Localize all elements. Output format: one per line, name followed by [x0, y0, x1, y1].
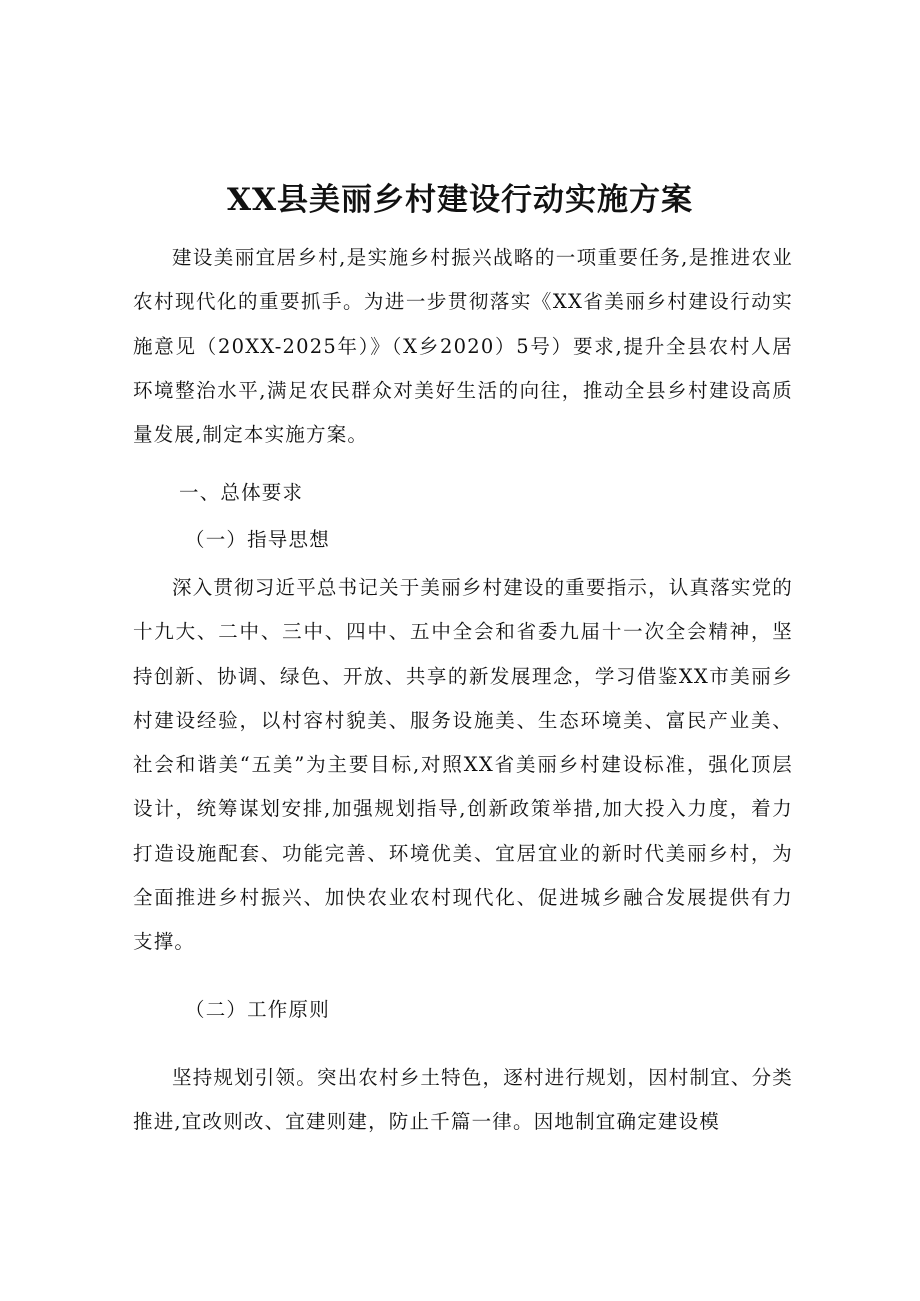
- intro-paragraph: 建设美丽宜居乡村,是实施乡村振兴战略的一项重要任务,是推进农业农村现代化的重要抓手。为进一步贯彻落实《XX省美丽乡村建设行动实施意见（20XX-2025年）》（X乡2020）5号）要求,提升全县农村人居环境整治水平,满足农民群众对美好生活的向往，推动全县乡村建设高质量发展,制定本实施方案。: [133, 246, 793, 447]
- section-heading-general-requirements: 一、总体要求: [179, 481, 304, 504]
- work-principles-paragraph: 坚持规划引领。突出农村乡土特色，逐村进行规划，因村制宜、分类推进,宜改则改、宜建则建，防止千篇一律。因地制宜确定建设模: [133, 1066, 794, 1134]
- subsection-heading-work-principles: （二）工作原则: [185, 998, 330, 1021]
- subsection-heading-guiding-ideology: （一）指导思想: [185, 528, 330, 551]
- document-title: XX县美丽乡村建设行动实施方案: [226, 182, 694, 218]
- guiding-ideology-paragraph: 深入贯彻习近平总书记关于美丽乡村建设的重要指示，认真落实党的十九大、二中、三中、四中、五中全会和省委九届十一次全会精神，坚持创新、协调、绿色、开放、共享的新发展理念，学习借鉴XX市美丽乡村建设经验，以村容村貌美、服务设施美、生态环境美、富民产业美、社会和谐美“五美”为主要目标,对照XX省美丽乡村建设标准，强化顶层设计，统筹谋划安排,加强规划指导,创新政策举措,加大投入力度，着力打造设施配套、功能完善、环境优美、宜居宜业的新时代美丽乡村，为全面推进乡村振兴、加快农业农村现代化、促进城乡融合发展提供有力支撑。: [133, 576, 794, 954]
